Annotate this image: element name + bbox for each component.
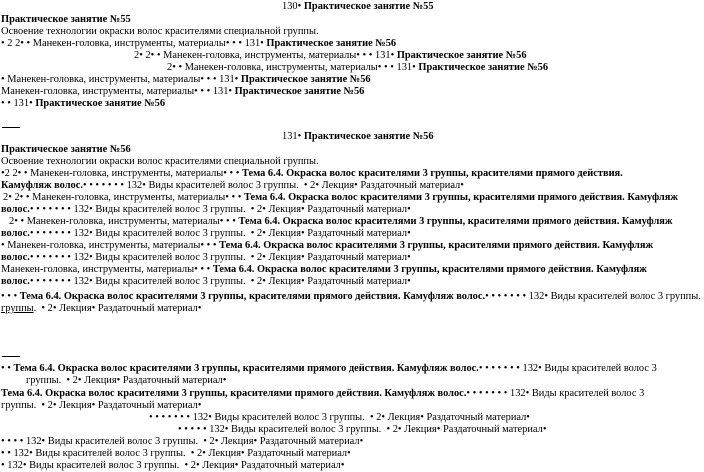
block1-row1: • 2 2• • Манекен-головка, инструменты, материалы• • • 131• Практическое занятие №56 (1, 38, 397, 49)
footnote-separator-2 (2, 356, 20, 357)
block3-row2-cont: группы. • 2• Лекция• Раздаточный материал• (1, 400, 202, 411)
block3-row7: • 132• Виды красителей волос 3 группы. • 2• Лекция• Раздаточный материал• (1, 460, 345, 471)
block1-row4: • Манекен-головка, инструменты, материалы• • • 131• Практическое занятие №56 (1, 74, 371, 85)
block2-row1-cont: Камуфляж волос.• • • • • • • 132• Виды красителей волос 3 группы. • 2• Лекция• Раздаточный материал• (1, 180, 464, 191)
block3-row4: • • • • • 132• Виды красителей волос 3 группы. • 2• Лекция• Раздаточный материал• (178, 424, 547, 435)
block2-description: Освоение технологии окраски волос красителями специальной группы. (1, 156, 319, 167)
block3-row5: • • • • 132• Виды красителей волос 3 группы. • 2• Лекция• Раздаточный материал• (1, 436, 364, 447)
block2-row6: • • • Тема 6.4. Окраска волос красителями 3 группы, красителями прямого действия. Камуфляж волос.• • • • • • • 132• Виды красителей волос 3 группы. (1, 291, 701, 302)
block2-center-header: 131• Практическое занятие №56 (282, 131, 434, 142)
block1-row5: Манекен-головка, инструменты, материалы• • • 131• Практическое занятие №56 (1, 86, 365, 97)
block1-title: Практическое занятие №55 (1, 14, 131, 25)
block1-description: Освоение технологии окраски волос красителями специальной группы. (1, 26, 319, 37)
block3-row2: Тема 6.4. Окраска волос красителями 3 группы, красителями прямого действия. Камуфляж волос.• • • • • • • 132• Виды красителей волос 3 (1, 388, 645, 399)
block2-row5: Манекен-головка, инструменты, материалы• • • Тема 6.4. Окраска волос красителями 3 группы, красителями прямого действия. Камуфляж (1, 264, 647, 275)
block2-row2-cont: волос.• • • • • • • 132• Виды красителей волос 3 группы. • 2• Лекция• Раздаточный материал• (1, 204, 411, 215)
block2-row1: •2 2• • Манекен-головка, инструменты, материалы• • • Тема 6.4. Окраска волос красителями 3 группы, красителями прямого действия. (1, 168, 623, 179)
footnote-separator (2, 127, 20, 128)
block1-row3: 2• • Манекен-головка, инструменты, материалы• • • 131• Практическое занятие №56 (167, 62, 549, 73)
block2-row2: 2• 2• • Манекен-головка, инструменты, материалы• • • Тема 6.4. Окраска волос красителями 3 группы, красителями прямого действия. Камуфляж (3, 192, 678, 203)
block3-row1-cont: группы. • 2• Лекция• Раздаточный материал• (26, 375, 227, 386)
block2-row3: 2• • Манекен-головка, инструменты, материалы• • • Тема 6.4. Окраска волос красителями 3 группы, красителями прямого действия. Камуфляж (9, 216, 673, 227)
block3-row3: • • • • • • • 132• Виды красителей волос 3 группы. • 2• Лекция• Раздаточный материал• (149, 412, 530, 423)
block2-title: Практическое занятие №56 (1, 144, 131, 155)
block2-row4-cont: волос.• • • • • • • 132• Виды красителей волос 3 группы. • 2• Лекция• Раздаточный материал• (1, 252, 411, 263)
block3-row1: • • Тема 6.4. Окраска волос красителями 3 группы, красителями прямого действия. Камуфляж волос.• • • • • • • 132• Виды красителей волос 3 (1, 363, 657, 374)
block3-row6: • • 132• Виды красителей волос 3 группы. • 2• Лекция• Раздаточный материал• (1, 448, 351, 459)
block2-row3-cont: волос.• • • • • • • 132• Виды красителей волос 3 группы. • 2• Лекция• Раздаточный материал• (1, 228, 411, 239)
block1-center-header: 130• Практическое занятие №55 (282, 1, 434, 12)
block2-row5-cont: волос.• • • • • • • 132• Виды красителей волос 3 группы. • 2• Лекция• Раздаточный материал• (1, 276, 411, 287)
block2-row6-cont: группы. • 2• Лекция• Раздаточный материал• (1, 303, 202, 314)
block1-row2: 2• 2• • Манекен-головка, инструменты, материалы• • • 131• Практическое занятие №56 (134, 50, 527, 61)
block2-row4: • Манекен-головка, инструменты, материалы• • • Тема 6.4. Окраска волос красителями 3 группы, красителями прямого действия. Камуфляж (1, 240, 654, 251)
block1-row6: • • 131• Практическое занятие №56 (1, 98, 166, 109)
